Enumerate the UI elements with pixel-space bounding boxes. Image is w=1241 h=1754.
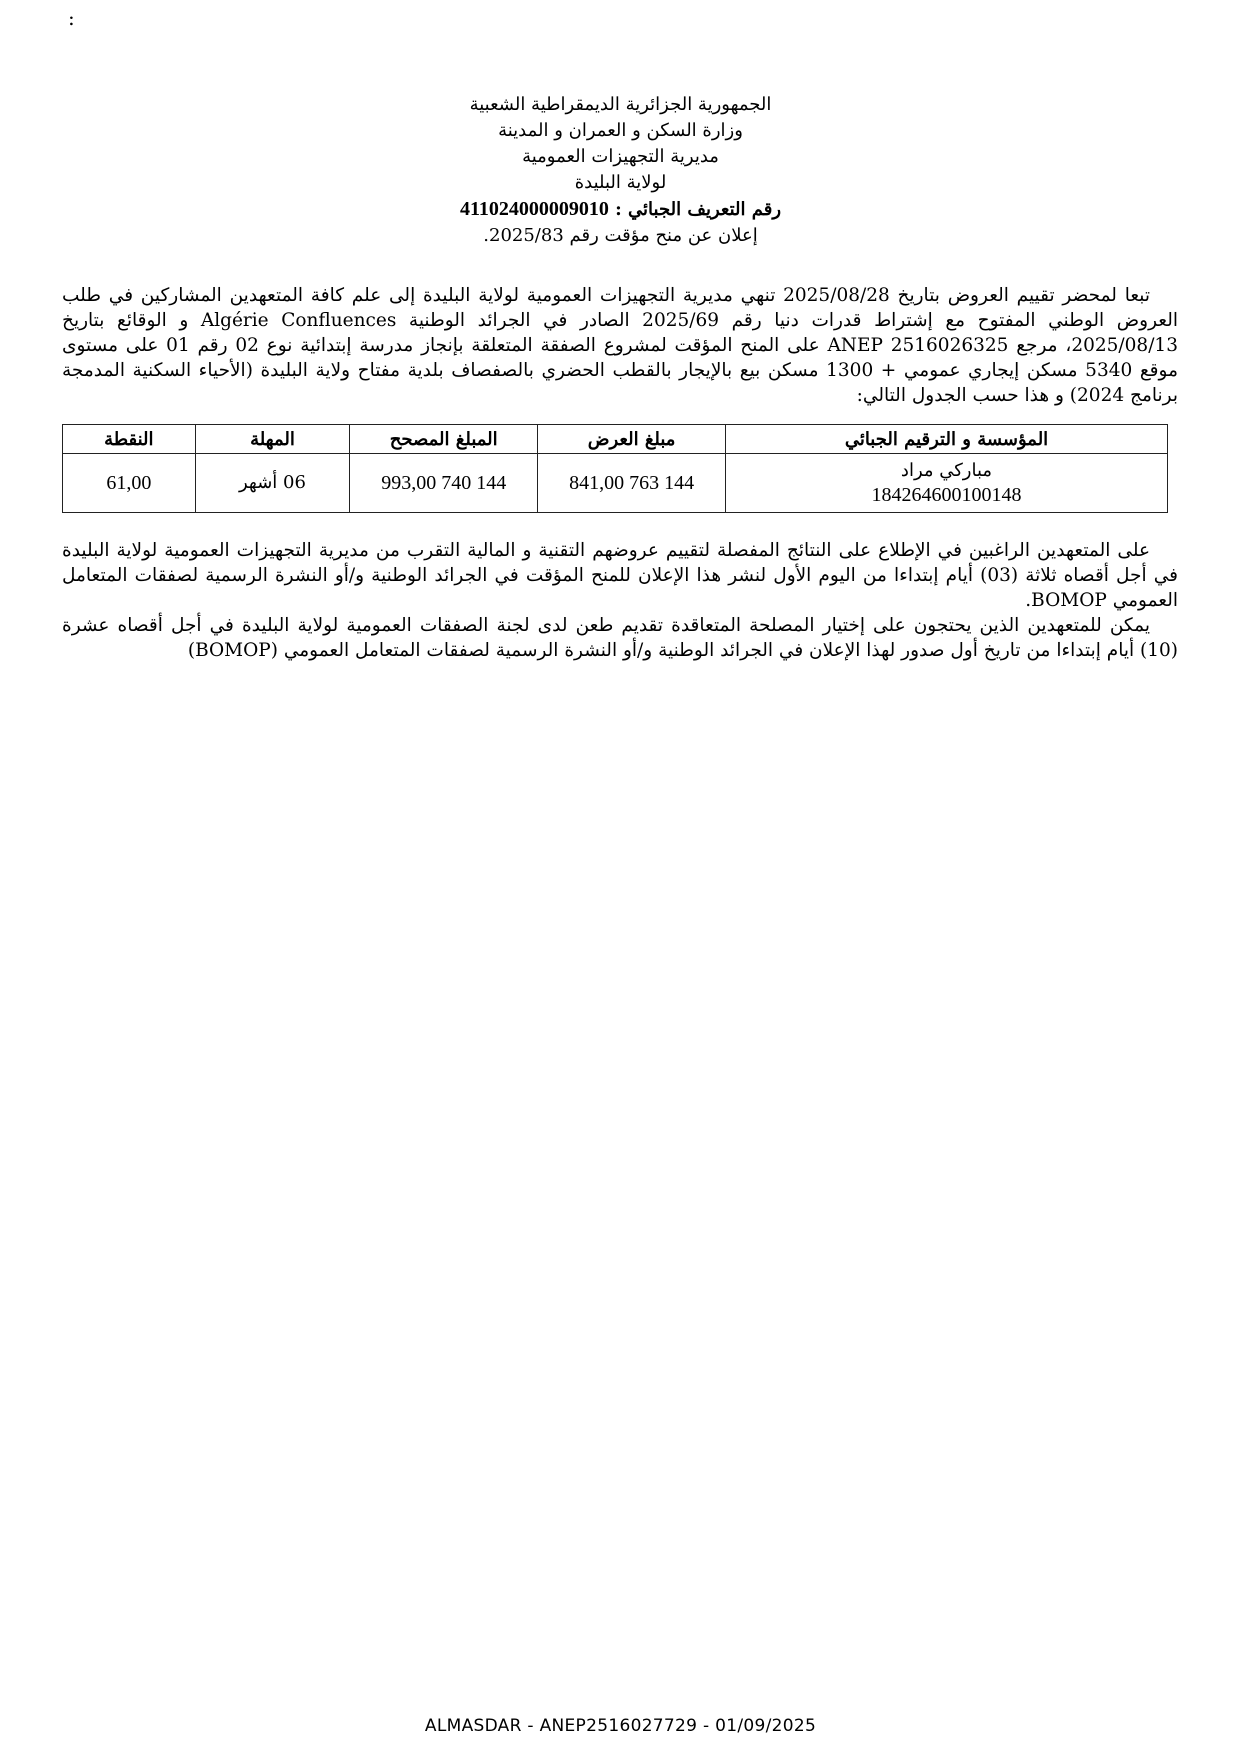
notice-title: إعلان عن منح مؤقت رقم 2025/83.	[483, 225, 758, 246]
tax-id-value: 411024000009010	[459, 198, 609, 220]
company-name: مباركي مراد	[900, 460, 993, 481]
corner-mark: :	[68, 6, 75, 30]
document-header	[0, 92, 1241, 249]
ministry-name: وزارة السكن و العمران و المدينة	[498, 120, 743, 141]
results-table	[62, 424, 1168, 513]
tax-id-label: رقم التعريف الجبائي :	[615, 199, 782, 220]
note-results-consultation: على المتعهدين الراغبين في الإطلاع على النتائج المفصلة لتقييم عروضهم التقنية و المالية التقرب من مديرية التجهيزات العمومية لولاية البليدة في أجل أقصاه ثلاثة (03) أيام إبتداءا من اليوم الأول لنشر هذا الإعلان للمنح المؤقت في الجرائد الوطنية و/أو النشرة الرسمية لصفقات المتعامل العمومي BOMOP.	[62, 540, 1178, 611]
intro-paragraph: تبعا لمحضر تقييم العروض بتاريخ 2025/08/28 تنهي مديرية التجهيزات العمومية لولاية البليدة إلى علم كافة المتعهدين المشاركين في طلب العروض الوطني المفتوح مع إشتراط قدرات دنيا رقم 2025/69 الصادر في الجرائد الوطنية Algérie Confluences و الوقائع بتاريخ 2025/08/13، مرجع ANEP 2516026325 على المنح المؤقت لمشروع الصفقة المتعلقة بإنجاز مدرسة إبتدائية نوع 02 رقم 01 على مستوى موقع 5340 مسكن إيجاري عمومي + 1300 مسكن بيع بالإيجار بالقطب الحضري بالصفصاف بلدية مفتاح ولاية البليدة (الأحياء السكنية المدمجة برنامج 2024) و هذا حسب الجدول التالي:	[62, 285, 1178, 406]
header-deadline: المهلة	[195, 425, 350, 454]
cell-offer-amount: 144 763 841,00	[538, 454, 726, 513]
cell-company	[726, 454, 1168, 513]
footer-reference: ALMASDAR - ANEP2516027729 - 01/09/2025	[424, 1716, 817, 1736]
header-corrected-amount: المبلغ المصحح	[350, 425, 538, 454]
table-row	[63, 454, 1168, 513]
directorate-name: مديرية التجهيزات العمومية	[522, 146, 719, 167]
note-appeal: يمكن للمتعهدين الذين يحتجون على إختيار المصلحة المتعاقدة تقديم طعن لدى لجنة الصفقات العمومية لولاية البليدة في أجل أقصاه عشرة (10) أيام إبتداءا من تاريخ أول صدور لهذا الإعلان في الجرائد الوطنية و/أو النشرة الرسمية لصفقات المتعامل العمومي (BOMOP)	[62, 615, 1178, 661]
header-offer-amount: مبلغ العرض	[538, 425, 726, 454]
tax-id-line	[0, 196, 1241, 223]
company-tax-id: 184264600100148	[871, 484, 1022, 506]
cell-score: 61,00	[63, 454, 196, 513]
header-score: النقطة	[63, 425, 196, 454]
republic-name: الجمهورية الجزائرية الديمقراطية الشعبية	[469, 94, 772, 115]
table-header-row	[63, 425, 1168, 454]
cell-corrected-amount: 144 740 993,00	[350, 454, 538, 513]
cell-deadline: 06 أشهر	[195, 454, 350, 513]
intro-section	[62, 283, 1178, 408]
notes-section	[62, 538, 1178, 663]
header-company: المؤسسة و الترقيم الجبائي	[726, 425, 1168, 454]
wilaya-name: لولاية البليدة	[574, 172, 667, 193]
